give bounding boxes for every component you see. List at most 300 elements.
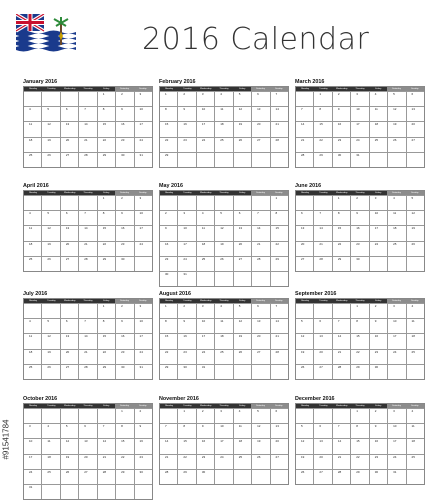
day-cell: 28 bbox=[78, 153, 96, 167]
day-cell: 10 bbox=[387, 424, 405, 438]
month-title: April 2016 bbox=[23, 183, 49, 189]
day-cell: 25 bbox=[406, 350, 424, 364]
day-cell bbox=[233, 196, 251, 210]
day-cell: 23 bbox=[177, 350, 195, 364]
week-row bbox=[296, 121, 424, 136]
day-cell: 13 bbox=[60, 122, 78, 136]
day-cell: 18 bbox=[29, 349, 33, 354]
day-cell: 16 bbox=[115, 334, 133, 348]
week-row bbox=[160, 454, 288, 469]
day-cell: 1 bbox=[350, 304, 368, 318]
day-cell: 19 bbox=[41, 138, 59, 152]
day-cell bbox=[97, 485, 115, 499]
week-row bbox=[24, 137, 152, 152]
day-cell: 6 bbox=[233, 211, 251, 225]
week-row bbox=[296, 438, 424, 453]
weekday-header: Saturday bbox=[387, 87, 405, 91]
day-cell: 25 bbox=[196, 257, 214, 271]
day-cell: 6 bbox=[301, 211, 303, 216]
day-cell: 24 bbox=[134, 242, 152, 256]
day-cell: 23 bbox=[196, 455, 214, 469]
week-row bbox=[24, 333, 152, 348]
month-calendar bbox=[23, 78, 153, 168]
day-cell bbox=[332, 409, 350, 423]
weekday-header: Monday bbox=[24, 87, 42, 91]
day-cell: 22 bbox=[97, 138, 115, 152]
day-cell: 26 bbox=[301, 469, 305, 474]
day-cell: 28 bbox=[332, 470, 350, 484]
day-cell: 15 bbox=[313, 122, 331, 136]
day-cell bbox=[60, 92, 78, 106]
day-cell bbox=[24, 196, 41, 210]
week-row bbox=[24, 423, 152, 438]
week-row bbox=[296, 106, 424, 121]
day-cell: 15 bbox=[177, 439, 195, 453]
day-cell: 21 bbox=[332, 455, 350, 469]
week-row bbox=[296, 349, 424, 364]
week-row bbox=[160, 256, 288, 271]
day-cell: 9 bbox=[115, 107, 133, 121]
day-cell: 21 bbox=[313, 242, 331, 256]
day-cell: 28 bbox=[78, 365, 96, 379]
day-cell: 2 bbox=[115, 304, 133, 318]
weekday-header: Monday bbox=[160, 191, 178, 195]
weekday-header: Saturday bbox=[115, 404, 133, 408]
week-row bbox=[296, 152, 424, 167]
day-cell: 9 bbox=[332, 107, 350, 121]
day-cell: 15 bbox=[165, 122, 169, 127]
weekday-header: Wednesday bbox=[61, 87, 79, 91]
day-cell: 24 bbox=[214, 455, 232, 469]
watermark bbox=[1, 390, 11, 490]
week-row bbox=[24, 469, 152, 484]
day-cell: 16 bbox=[177, 122, 195, 136]
weekday-header: Friday bbox=[369, 191, 387, 195]
weekday-header-row bbox=[160, 191, 288, 195]
day-cell: 24 bbox=[177, 257, 195, 271]
week-row bbox=[160, 438, 288, 453]
day-cell: 2 bbox=[115, 92, 133, 106]
day-cell: 27 bbox=[60, 365, 78, 379]
day-cell bbox=[296, 409, 313, 423]
day-cell: 10 bbox=[134, 107, 152, 121]
day-cell: 29 bbox=[350, 470, 368, 484]
day-cell: 5 bbox=[233, 304, 251, 318]
week-row bbox=[24, 318, 152, 333]
day-cell: 26 bbox=[41, 257, 59, 271]
day-cell: 20 bbox=[60, 138, 78, 152]
day-cell: 20 bbox=[251, 122, 269, 136]
weekday-header: Tuesday bbox=[178, 191, 196, 195]
day-cell: 5 bbox=[214, 211, 232, 225]
weekday-header-row bbox=[24, 404, 152, 408]
weekday-header-row bbox=[24, 87, 152, 91]
day-cell: 31 bbox=[177, 272, 195, 286]
day-cell: 28 bbox=[251, 257, 269, 271]
day-cell: 5 bbox=[301, 319, 303, 324]
day-cell: 17 bbox=[134, 122, 152, 136]
day-cell: 14 bbox=[78, 226, 96, 240]
weekday-header: Saturday bbox=[115, 191, 133, 195]
day-cell: 5 bbox=[301, 424, 303, 429]
week-row bbox=[24, 303, 152, 318]
day-cell: 8 bbox=[115, 424, 133, 438]
day-cell: 22 bbox=[332, 242, 350, 256]
weekday-header: Tuesday bbox=[314, 299, 332, 303]
month-title: November 2016 bbox=[159, 396, 199, 402]
weekday-header: Tuesday bbox=[314, 404, 332, 408]
day-cell bbox=[24, 409, 41, 423]
weekday-header: Wednesday bbox=[333, 87, 351, 91]
weekday-header: Wednesday bbox=[61, 191, 79, 195]
day-cell bbox=[296, 304, 313, 318]
day-cell: 2 bbox=[165, 211, 167, 216]
day-cell: 1 bbox=[165, 92, 167, 96]
day-cell: 4 bbox=[29, 319, 31, 324]
day-cell: 8 bbox=[313, 107, 331, 121]
day-cell bbox=[387, 257, 405, 271]
day-cell: 24 bbox=[369, 242, 387, 256]
day-cell: 9 bbox=[165, 226, 167, 231]
week-row bbox=[296, 469, 424, 484]
day-cell bbox=[196, 196, 214, 210]
week-row bbox=[160, 364, 288, 379]
day-cell: 18 bbox=[41, 455, 59, 469]
weekday-header: Thursday bbox=[351, 87, 369, 91]
day-cell: 6 bbox=[406, 92, 424, 106]
day-cell bbox=[78, 485, 96, 499]
day-cell: 16 bbox=[369, 439, 387, 453]
day-cell: 14 bbox=[332, 334, 350, 348]
week-row bbox=[24, 484, 152, 499]
day-cell: 30 bbox=[134, 470, 152, 484]
weekday-header: Monday bbox=[24, 299, 42, 303]
day-cell: 23 bbox=[332, 138, 350, 152]
day-cell: 24 bbox=[196, 138, 214, 152]
day-cell: 3 bbox=[177, 211, 195, 225]
weekday-header: Sunday bbox=[406, 299, 424, 303]
week-row bbox=[24, 152, 152, 167]
day-cell: 17 bbox=[196, 122, 214, 136]
week-row bbox=[24, 121, 152, 136]
day-cell: 24 bbox=[387, 455, 405, 469]
day-cell: 16 bbox=[332, 122, 350, 136]
day-cell: 8 bbox=[332, 211, 350, 225]
day-cell: 22 bbox=[165, 137, 169, 142]
day-cell: 19 bbox=[41, 350, 59, 364]
day-cell: 11 bbox=[214, 319, 232, 333]
day-cell: 10 bbox=[196, 107, 214, 121]
day-cell: 19 bbox=[406, 226, 424, 240]
day-cell: 7 bbox=[270, 92, 288, 106]
day-cell bbox=[406, 365, 424, 379]
day-cell: 3 bbox=[134, 196, 152, 210]
day-cell: 25 bbox=[369, 138, 387, 152]
day-cell: 8 bbox=[270, 211, 288, 225]
day-cell: 17 bbox=[134, 226, 152, 240]
weekday-header: Sunday bbox=[406, 404, 424, 408]
month-title: September 2016 bbox=[295, 291, 337, 297]
day-cell: 29 bbox=[97, 153, 115, 167]
day-cell: 12 bbox=[41, 334, 59, 348]
weekday-header: Wednesday bbox=[197, 87, 215, 91]
day-cell: 26 bbox=[214, 257, 232, 271]
day-cell: 21 bbox=[332, 350, 350, 364]
weekday-header: Tuesday bbox=[314, 191, 332, 195]
day-cell bbox=[214, 365, 232, 379]
month-title: February 2016 bbox=[159, 79, 196, 85]
weekday-header: Thursday bbox=[351, 404, 369, 408]
weekday-header: Monday bbox=[296, 404, 314, 408]
day-cell: 26 bbox=[60, 470, 78, 484]
day-cell: 16 bbox=[350, 226, 368, 240]
day-cell: 1 bbox=[97, 304, 115, 318]
day-cell: 8 bbox=[97, 319, 115, 333]
week-row bbox=[160, 137, 288, 152]
week-row bbox=[160, 333, 288, 348]
weekday-header: Saturday bbox=[115, 87, 133, 91]
day-cell: 5 bbox=[41, 319, 59, 333]
day-cell: 13 bbox=[406, 107, 424, 121]
week-row bbox=[296, 225, 424, 240]
day-cell: 22 bbox=[270, 242, 288, 256]
weekday-header: Thursday bbox=[351, 191, 369, 195]
day-cell: 31 bbox=[134, 153, 152, 167]
day-cell: 22 bbox=[97, 350, 115, 364]
month-grid bbox=[295, 86, 425, 168]
week-row bbox=[296, 333, 424, 348]
day-cell: 6 bbox=[313, 319, 331, 333]
day-cell: 3 bbox=[134, 92, 152, 106]
day-cell bbox=[196, 272, 214, 286]
day-cell: 24 bbox=[29, 469, 33, 474]
weekday-header: Friday bbox=[369, 299, 387, 303]
day-cell bbox=[134, 485, 152, 499]
day-cell: 20 bbox=[60, 350, 78, 364]
day-cell: 5 bbox=[41, 107, 59, 121]
day-cell bbox=[78, 196, 96, 210]
day-cell: 1 bbox=[332, 196, 350, 210]
day-cell: 15 bbox=[350, 334, 368, 348]
day-cell bbox=[251, 365, 269, 379]
month-title: March 2016 bbox=[295, 79, 325, 85]
day-cell: 12 bbox=[233, 107, 251, 121]
day-cell: 8 bbox=[97, 211, 115, 225]
day-cell bbox=[196, 153, 214, 167]
weekday-header: Sunday bbox=[406, 87, 424, 91]
month-title: July 2016 bbox=[23, 291, 48, 297]
day-cell: 8 bbox=[165, 319, 167, 324]
day-cell: 2 bbox=[369, 409, 387, 423]
month-grid bbox=[159, 403, 289, 485]
day-cell: 31 bbox=[134, 365, 152, 379]
day-cell bbox=[177, 153, 195, 167]
day-cell bbox=[270, 153, 288, 167]
day-cell: 9 bbox=[369, 424, 387, 438]
day-cell bbox=[160, 196, 177, 210]
day-cell: 3 bbox=[196, 92, 214, 106]
weekday-header: Friday bbox=[97, 299, 115, 303]
day-cell: 9 bbox=[177, 319, 195, 333]
month-title: January 2016 bbox=[23, 79, 58, 85]
day-cell: 20 bbox=[78, 455, 96, 469]
day-cell bbox=[233, 272, 251, 286]
day-cell: 3 bbox=[134, 304, 152, 318]
day-cell: 3 bbox=[214, 409, 232, 423]
month-calendar bbox=[295, 290, 425, 380]
month-grid bbox=[23, 190, 153, 272]
month-title: May 2016 bbox=[159, 183, 183, 189]
weekday-header: Monday bbox=[160, 87, 178, 91]
weekday-header: Monday bbox=[24, 191, 42, 195]
day-cell: 11 bbox=[29, 226, 33, 231]
day-cell bbox=[177, 196, 195, 210]
day-cell: 7 bbox=[332, 319, 350, 333]
day-cell: 10 bbox=[134, 211, 152, 225]
week-row bbox=[24, 408, 152, 423]
day-cell: 4 bbox=[406, 409, 424, 423]
day-cell: 28 bbox=[97, 470, 115, 484]
weekday-header: Sunday bbox=[270, 299, 288, 303]
weekday-header: Tuesday bbox=[178, 404, 196, 408]
month-calendar bbox=[295, 182, 425, 272]
weekday-header: Saturday bbox=[251, 404, 269, 408]
month-grid bbox=[23, 298, 153, 380]
day-cell bbox=[41, 304, 59, 318]
month-calendar bbox=[159, 395, 289, 485]
day-cell: 7 bbox=[332, 424, 350, 438]
day-cell: 24 bbox=[134, 350, 152, 364]
day-cell bbox=[78, 304, 96, 318]
day-cell: 10 bbox=[350, 107, 368, 121]
day-cell: 28 bbox=[301, 152, 305, 157]
day-cell: 25 bbox=[41, 470, 59, 484]
day-cell: 30 bbox=[115, 257, 133, 271]
weekday-header: Wednesday bbox=[197, 299, 215, 303]
weekday-header: Monday bbox=[160, 404, 178, 408]
month-title: August 2016 bbox=[159, 291, 192, 297]
day-cell: 1 bbox=[165, 304, 167, 308]
weekday-header: Thursday bbox=[79, 191, 97, 195]
day-cell: 22 bbox=[177, 455, 195, 469]
day-cell bbox=[214, 153, 232, 167]
day-cell: 9 bbox=[369, 319, 387, 333]
day-cell: 29 bbox=[115, 470, 133, 484]
day-cell: 5 bbox=[251, 409, 269, 423]
flag-image bbox=[16, 14, 76, 52]
day-cell: 16 bbox=[134, 439, 152, 453]
weekday-header: Saturday bbox=[251, 87, 269, 91]
day-cell: 4 bbox=[406, 304, 424, 318]
week-row bbox=[160, 195, 288, 210]
day-cell: 12 bbox=[233, 319, 251, 333]
day-cell: 28 bbox=[332, 365, 350, 379]
day-cell: 19 bbox=[214, 242, 232, 256]
day-cell: 1 bbox=[177, 409, 195, 423]
day-cell: 26 bbox=[233, 350, 251, 364]
day-cell: 25 bbox=[233, 455, 251, 469]
day-cell bbox=[233, 470, 251, 484]
day-cell bbox=[251, 196, 269, 210]
day-cell: 13 bbox=[233, 226, 251, 240]
day-cell: 12 bbox=[301, 439, 305, 444]
week-row bbox=[160, 241, 288, 256]
weekday-header-row bbox=[296, 87, 424, 91]
day-cell: 14 bbox=[301, 122, 305, 127]
weekday-header: Saturday bbox=[387, 191, 405, 195]
month-grid bbox=[23, 86, 153, 168]
day-cell: 11 bbox=[387, 211, 405, 225]
month-calendar bbox=[23, 395, 153, 500]
day-cell: 4 bbox=[233, 409, 251, 423]
day-cell: 14 bbox=[251, 226, 269, 240]
day-cell: 1 bbox=[97, 92, 115, 106]
day-cell: 22 bbox=[97, 242, 115, 256]
month-grid bbox=[159, 86, 289, 168]
day-cell: 28 bbox=[313, 257, 331, 271]
day-cell: 26 bbox=[387, 138, 405, 152]
weekday-header: Sunday bbox=[270, 404, 288, 408]
day-cell: 17 bbox=[29, 454, 33, 459]
day-cell: 6 bbox=[270, 409, 288, 423]
day-cell: 1 bbox=[115, 409, 133, 423]
weekday-header-row bbox=[160, 404, 288, 408]
day-cell bbox=[41, 409, 59, 423]
weekday-header-row bbox=[24, 299, 152, 303]
day-cell: 10 bbox=[214, 424, 232, 438]
day-cell bbox=[115, 485, 133, 499]
day-cell: 11 bbox=[406, 319, 424, 333]
day-cell: 18 bbox=[369, 122, 387, 136]
day-cell: 19 bbox=[301, 454, 305, 459]
weekday-header: Sunday bbox=[406, 191, 424, 195]
day-cell: 19 bbox=[41, 242, 59, 256]
day-cell: 28 bbox=[270, 350, 288, 364]
day-cell: 12 bbox=[406, 211, 424, 225]
month-calendar bbox=[295, 78, 425, 168]
weekday-header: Thursday bbox=[215, 299, 233, 303]
day-cell bbox=[406, 470, 424, 484]
day-cell: 17 bbox=[350, 122, 368, 136]
day-cell: 1 bbox=[313, 92, 331, 106]
week-row bbox=[296, 408, 424, 423]
day-cell: 10 bbox=[177, 226, 195, 240]
day-cell bbox=[214, 272, 232, 286]
week-row bbox=[24, 106, 152, 121]
week-row bbox=[296, 318, 424, 333]
day-cell: 16 bbox=[369, 334, 387, 348]
day-cell: 23 bbox=[115, 138, 133, 152]
week-row bbox=[296, 91, 424, 106]
day-cell bbox=[251, 272, 269, 286]
day-cell: 24 bbox=[350, 138, 368, 152]
day-cell bbox=[214, 196, 232, 210]
day-cell: 27 bbox=[251, 138, 269, 152]
weekday-header: Friday bbox=[369, 404, 387, 408]
weekday-header: Friday bbox=[233, 87, 251, 91]
weekday-header: Monday bbox=[296, 87, 314, 91]
day-cell: 27 bbox=[301, 256, 305, 261]
day-cell: 12 bbox=[301, 334, 305, 339]
weekday-header: Wednesday bbox=[61, 299, 79, 303]
weekday-header: Wednesday bbox=[197, 191, 215, 195]
day-cell: 12 bbox=[387, 107, 405, 121]
day-cell bbox=[60, 409, 78, 423]
weekday-header: Tuesday bbox=[42, 299, 60, 303]
day-cell: 21 bbox=[251, 242, 269, 256]
day-cell: 30 bbox=[115, 153, 133, 167]
day-cell: 17 bbox=[387, 334, 405, 348]
